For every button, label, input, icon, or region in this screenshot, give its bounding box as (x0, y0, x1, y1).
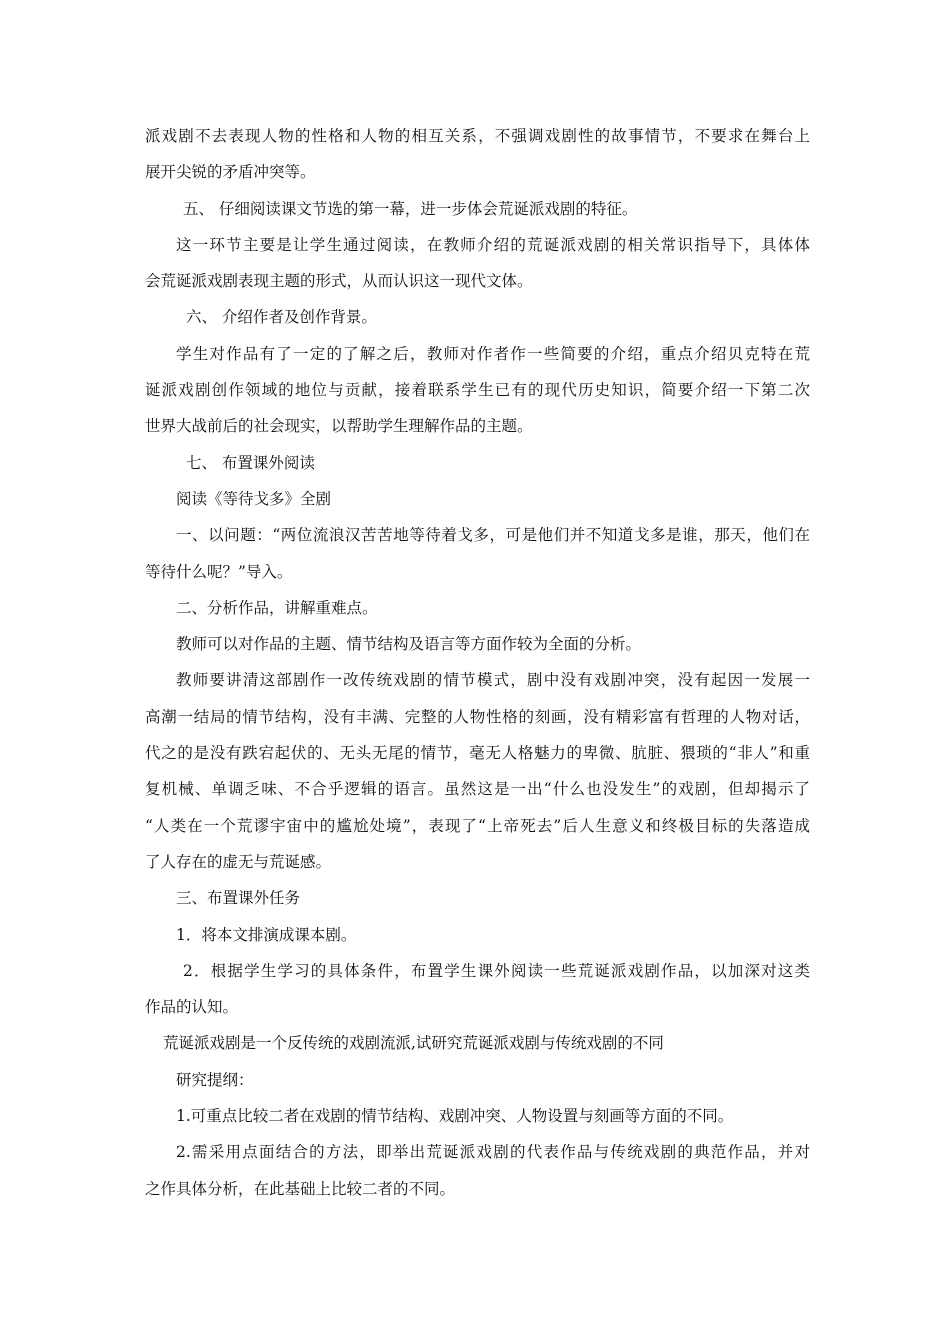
paragraph-line: 作品的认知。 (145, 998, 239, 1017)
paragraph-line: 这一环节主要是让学生通过阅读，在教师介绍的荒诞派戏剧的相关常识指导下，具体体 (176, 235, 810, 254)
section-heading-6: 六、 介绍作者及创作背景。 (186, 308, 377, 327)
list-item: 2．根据学生学习的具体条件，布置学生课外阅读一些荒诞派戏剧作品，以加深对这类 (183, 961, 810, 980)
paragraph-line: 教师可以对作品的主题、情节结构及语言等方面作较为全面的分析。 (176, 635, 642, 654)
list-item: 1．将本文排演成课本剧。 (176, 925, 357, 944)
paragraph-line: 展开尖锐的矛盾冲突等。 (145, 163, 316, 182)
paragraph-line: 学生对作品有了一定的了解之后，教师对作者作一些简要的介绍，重点介绍贝克特在荒 (176, 344, 810, 363)
list-item: 2.需采用点面结合的方法，即举出荒诞派戏剧的代表作品与传统戏剧的典范作品，并对 (176, 1143, 810, 1162)
section-heading-5: 五、 仔细阅读课文节选的第一幕，进一步体会荒诞派戏剧的特征。 (183, 199, 638, 218)
paragraph-line: 了人存在的虚无与荒诞感。 (145, 852, 332, 871)
paragraph-line: 二、分析作品，讲解重难点。 (176, 598, 378, 617)
paragraph-line: 复机械、单调乏味、不合乎逻辑的语言。虽然这是一出“什么也没发生”的戏剧，但却揭示了 (145, 780, 810, 799)
paragraph-line: “人类在一个荒谬宇宙中的尴尬处境”，表现了“上帝死去”后人生意义和终极目标的失落造成 (145, 816, 810, 835)
paragraph-line: 代之的是没有跌宕起伏的、无头无尾的情节，毫无人格魅力的卑微、肮脏、猥琐的“非人”和重 (145, 744, 810, 763)
paragraph-line: 高潮一结局的情节结构，没有丰满、完整的人物性格的刻画，没有精彩富有哲理的人物对话， (145, 707, 810, 726)
paragraph-line: 派戏剧不去表现人物的性格和人物的相互关系，不强调戏剧性的故事情节，不要求在舞台上 (145, 127, 810, 145)
paragraph-line: 诞派戏剧创作领域的地位与贡献，接着联系学生已有的现代历史知识，简要介绍一下第二次 (145, 381, 810, 400)
paragraph-line: 世界大战前后的社会现实，以帮助学生理解作品的主题。 (145, 417, 533, 436)
paragraph-line: 荒诞派戏剧是一个反传统的戏剧流派,试研究荒诞派戏剧与传统戏剧的不同 (163, 1034, 664, 1053)
document-body (145, 118, 810, 1207)
paragraph-line: 阅读《等待戈多》全剧 (176, 489, 332, 508)
paragraph-line: 之作具体分析，在此基础上比较二者的不同。 (145, 1179, 456, 1198)
list-item: 1.可重点比较二者在戏剧的情节结构、戏剧冲突、人物设置与刻画等方面的不同。 (176, 1107, 734, 1126)
paragraph-line: 会荒诞派戏剧表现主题的形式，从而认识这一现代文体。 (145, 272, 533, 291)
paragraph-line: 等待什么呢？”导入。 (145, 562, 293, 581)
paragraph-line: 教师要讲清这部剧作一改传统戏剧的情节模式，剧中没有戏剧冲突，没有起因一发展一 (176, 671, 810, 690)
paragraph-line: 研究提纲： (176, 1070, 254, 1089)
paragraph-line: 三、布置课外任务 (176, 889, 301, 908)
section-heading-7: 七、 布置课外阅读 (186, 453, 315, 472)
paragraph-line: 一、以问题：“两位流浪汉苦苦地等待着戈多，可是他们并不知道戈多是谁，那天，他们在 (176, 526, 810, 545)
